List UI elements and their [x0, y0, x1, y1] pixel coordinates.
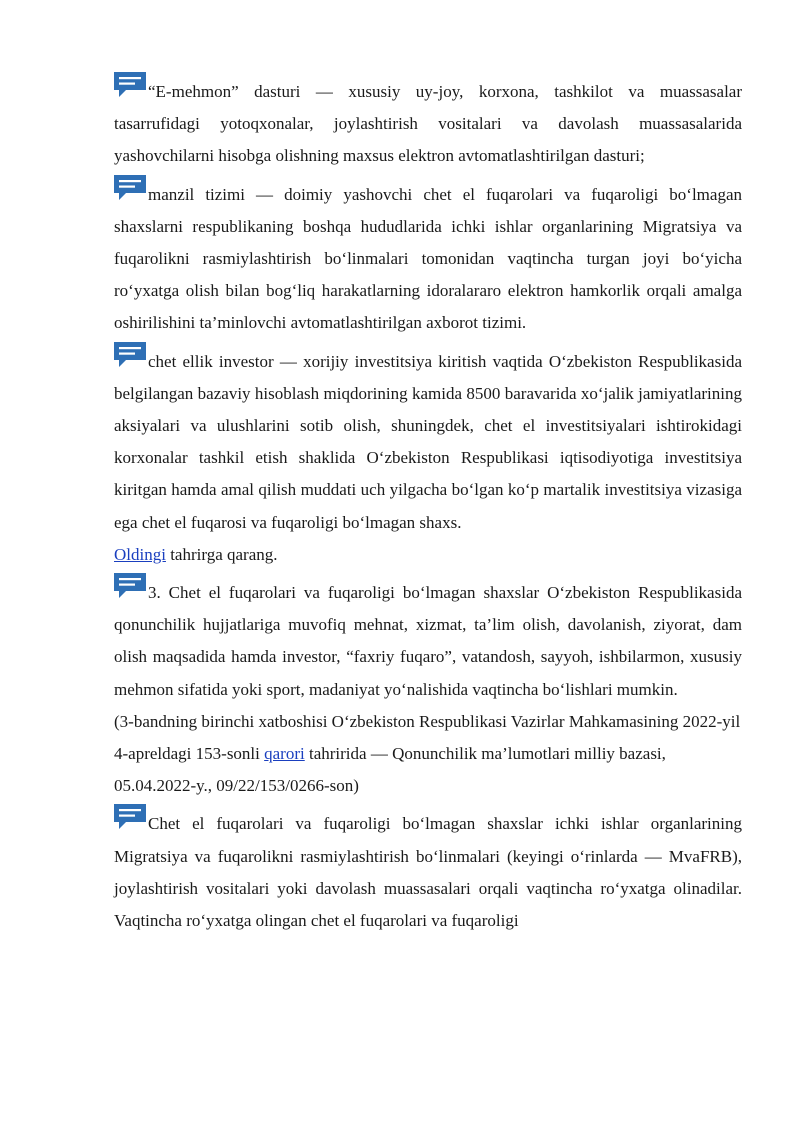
amendment-note: [114, 706, 742, 803]
previous-edition-line: [114, 539, 742, 571]
paragraph-text: 3. Chet el fuqarolari va fuqaroligi bo‘lmagan shaxslar O‘zbekiston Respublikasida qonunchilik hujjatlariga muvofiq mehnat, xizmat, ta’lim olish, davolanish, ziyorat, dam olish maqsadida hamda investor, “faxriy fuqaro”, vatandosh, sayyoh, ishbilarmon, xususiy mehmon sifatida yoki sport, madaniyat yo‘nalishida vaqtincha bo‘lishlari mumkin.: [114, 583, 742, 699]
paragraph-investor: [114, 346, 742, 539]
comment-icon[interactable]: [112, 340, 148, 368]
amendment-note-text: tahririda — Qonunchilik ma’lumotlari milliy bazasi, 05.04.2022-y., 09/22/153/0266-son): [114, 744, 666, 796]
paragraph-manzil-tizimi: [114, 179, 742, 340]
paragraph-registration: [114, 808, 742, 937]
paragraph-text: Chet el fuqarolari va fuqaroligi bo‘lmagan shaxslar ichki ishlar organlarining Migratsiya va fuqarolikni rasmiylashtirish bo‘linmalari (keyingi o‘rinlarda — MvaFRB), joylashtirish vositalari yoki davolash muassasalari orqali vaqtincha ro‘yxatga olinadilar. Vaqtincha ro‘yxatga olingan chet el fuqarolari va fuqaroligi: [114, 814, 742, 931]
document-page: [114, 76, 742, 937]
previous-edition-link[interactable]: Oldingi: [114, 544, 166, 564]
comment-icon[interactable]: [112, 173, 148, 201]
paragraph-text: chet ellik investor — xorijiy investitsiya kiritish vaqtida O‘zbekiston Respublikasida belgilangan bazaviy hisoblash miqdorining kamida 8500 baravarida xo‘jalik jamiyatlarining aksiyalari va ulushlarini sotib olish, shuningdek, chet el investitsiyalari ishtirokidagi korxonalar tashkil etish shaklida O‘zbekiston Respublikasi iqtisodiyotiga investitsiya kiritgan hamda amal qilish muddati uch yilgacha bo‘lgan ko‘p martalik investitsiya vizasiga ega chet el fuqarosi va fuqaroligi bo‘lmagan shaxs.: [114, 351, 742, 532]
comment-icon[interactable]: [112, 70, 148, 98]
comment-icon[interactable]: [112, 571, 148, 599]
previous-edition-text: tahrirga qarang.: [165, 544, 278, 564]
paragraph-text: manzil tizimi — doimiy yashovchi chet el fuqarolari va fuqaroligi bo‘lmagan shaxslarni respublikaning boshqa hududlarida ichki ishlar organlarining Migratsiya va fuqarolikni rasmiylashtirish bo‘linmalari tomonidan vaqtincha turgan joyi bo‘yicha ro‘yxatga olish bilan bog‘liq harakatlarning idoralararo elektron hamkorlik orqali amalga oshirilishini ta’minlovchi avtomatlashtirilgan axborot tizimi.: [114, 184, 742, 333]
paragraph-article-3: [114, 577, 742, 706]
amendment-note-text: (3-bandning birinchi xatboshisi O‘zbekiston Respublikasi Vazirlar Mahkamasining 2022-yil 4-apreldagi 153-sonli: [114, 711, 741, 764]
comment-icon[interactable]: [112, 802, 148, 830]
paragraph-e-mehmon: [114, 76, 742, 173]
paragraph-text: “E-mehmon” dasturi — xususiy uy-joy, korxona, tashkilot va muassasalar tasarrufidagi yotoqxonalar, joylashtirish vositalari va davolash muassasalarida yashovchilarni hisobga olishning maxsus elektron avtomatlashtirilgan dasturi;: [114, 82, 742, 166]
decree-link[interactable]: qarori: [264, 744, 305, 764]
